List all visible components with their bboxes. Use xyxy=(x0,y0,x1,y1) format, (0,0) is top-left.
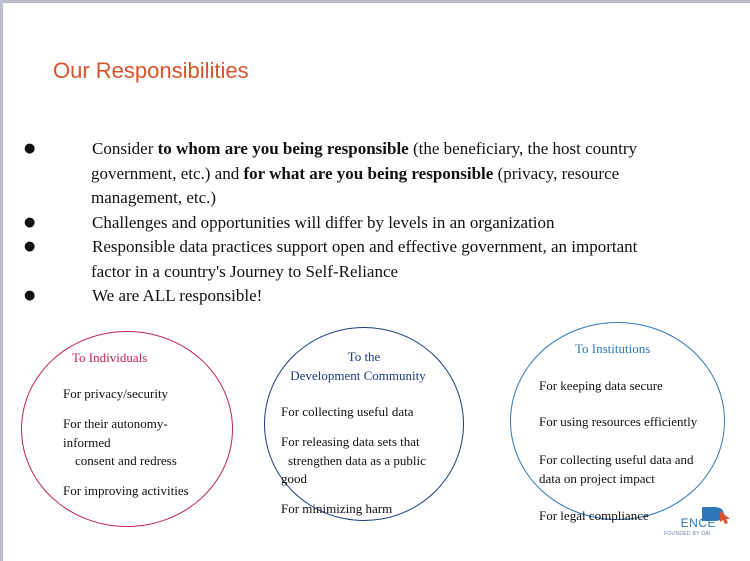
bullet-dot: ● xyxy=(24,214,36,230)
individuals-item: informed xyxy=(63,435,111,450)
bullet-dot: ● xyxy=(24,288,36,303)
institutions-item: For legal compliance xyxy=(539,508,649,523)
bullet-item-3-line-2: factor in a country's Journey to Self-Reliance xyxy=(91,261,399,281)
bullet-text: Challenges and opportunities will differ by levels in an organization xyxy=(92,212,555,232)
institutions-title: To Institutions xyxy=(575,341,651,356)
slide-frame-left xyxy=(0,0,3,561)
bullet-item-1-line-2 xyxy=(24,162,724,187)
bullet-dot: ● xyxy=(24,239,36,254)
bullet-item-4 xyxy=(24,284,724,309)
bullet-text: Responsible data practices support open and effective government, an important xyxy=(92,237,638,256)
individuals-item: consent and redress xyxy=(75,453,177,468)
community-title-line-1: To the xyxy=(347,349,381,364)
individuals-title: To Individuals xyxy=(72,350,148,365)
slide-title: Our Responsibilities xyxy=(53,58,249,83)
bullet-text: Consider xyxy=(92,139,158,158)
bullet-bold: for what are you being responsible xyxy=(243,163,494,183)
institutions-item: For using resources efficiently xyxy=(539,414,698,429)
individuals-item: For improving activities xyxy=(63,483,189,498)
bullet-text: (the beneficiary, the host country xyxy=(408,139,638,158)
community-item: For collecting useful data xyxy=(281,404,414,419)
individuals-item: For privacy/security xyxy=(63,386,169,401)
bullet-item-1 xyxy=(24,137,724,162)
institutions-item: data on project impact xyxy=(539,471,655,486)
bullet-item-1-line-3: management, etc.) xyxy=(91,188,217,207)
bullet-list xyxy=(24,137,724,309)
individuals-item: For their autonomy- xyxy=(63,416,168,431)
community-item: good xyxy=(281,471,307,486)
bullet-text: (privacy, resource xyxy=(493,163,620,183)
logo-text: ENCE xyxy=(680,516,716,530)
institutions-item: For collecting useful data and xyxy=(539,452,694,467)
community-title-line-2: Development Community xyxy=(290,368,426,383)
bullet-item-2 xyxy=(24,211,724,236)
community-item: For minimizing harm xyxy=(281,501,393,516)
bullet-item-3 xyxy=(24,235,724,260)
bullet-dot: ● xyxy=(24,141,36,156)
community-item: For releasing data sets that xyxy=(281,434,420,449)
bullet-text: government, etc.) and xyxy=(91,163,244,183)
slide-frame-top xyxy=(0,0,750,3)
bullet-bold: to whom are you being responsible xyxy=(157,139,409,158)
bullet-text: We are ALL responsible! xyxy=(92,286,263,305)
community-item: strengthen data as a public xyxy=(288,453,426,468)
logo-subtext: FOUNDED BY DAI xyxy=(664,531,711,537)
institutions-item: For keeping data secure xyxy=(539,378,663,393)
